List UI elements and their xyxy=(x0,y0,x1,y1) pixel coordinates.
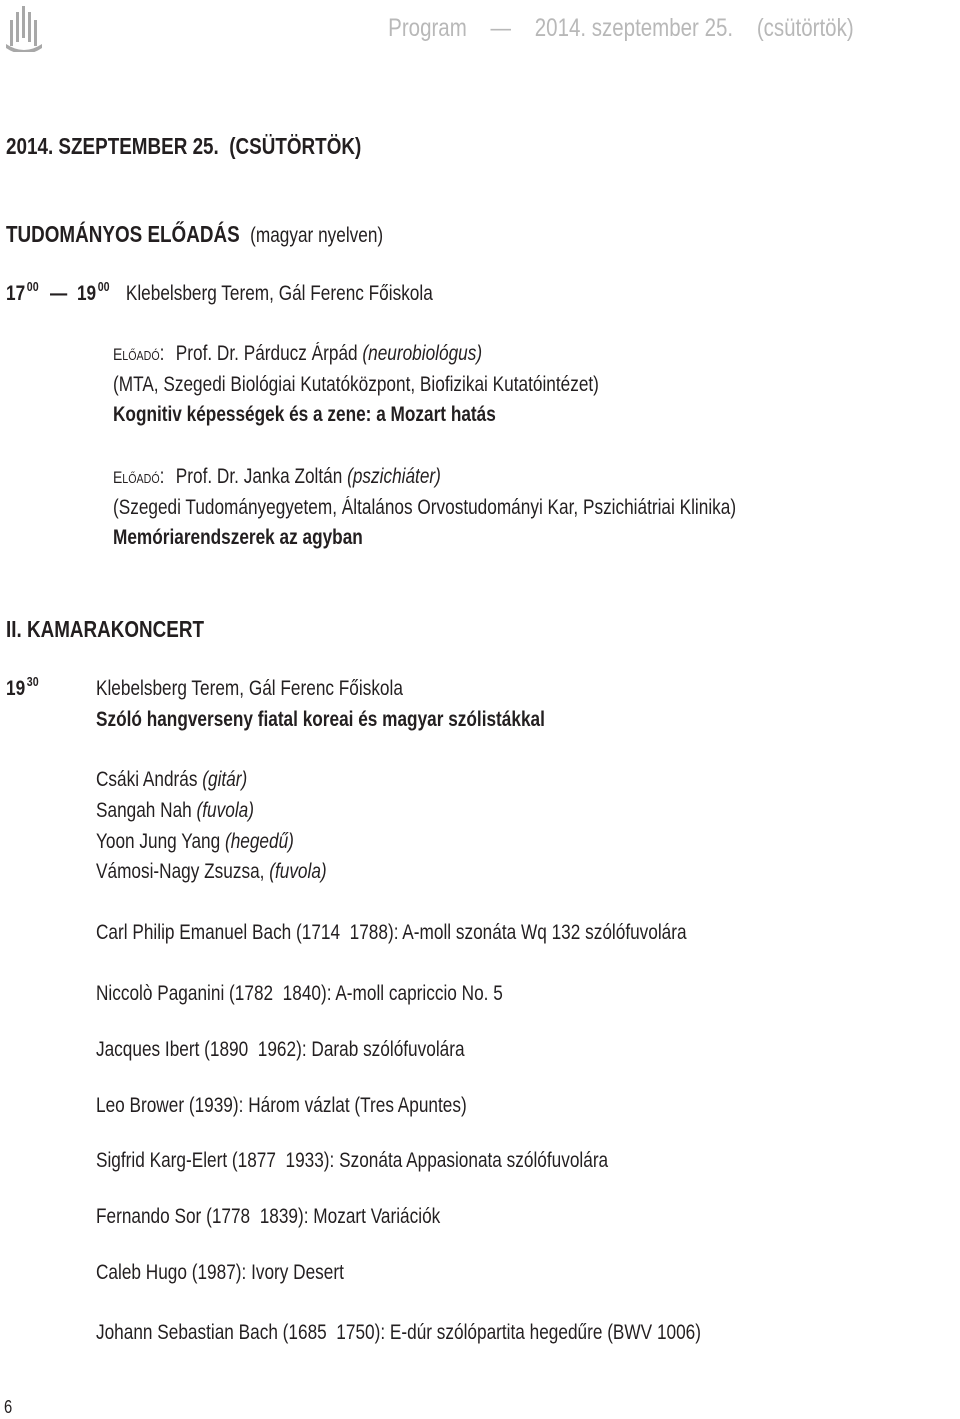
speaker-1-role: (neurobiológus) xyxy=(362,342,483,365)
logo-mark xyxy=(4,4,44,52)
speaker-2-name: Prof. Dr. Janka Zoltán xyxy=(175,465,343,488)
concert-venue: Klebelsberg Terem, Gál Ferenc Főiskola xyxy=(96,677,403,700)
lecture-language: (magyar nyelven) xyxy=(250,224,384,247)
program-piece: Carl Philip Emanuel Bach (1714 1788): A-moll szonáta Wq 132 szólófuvolára xyxy=(96,921,687,944)
header-weekday: (csütörtök) xyxy=(757,14,854,42)
program-piece: Leo Brower (1939): Három vázlat (Tres Apuntes) xyxy=(96,1094,467,1117)
program-piece: Fernando Sor (1778 1839): Mozart Variációk xyxy=(96,1205,441,1228)
day-title: 2014. SZEPTEMBER 25. (CSÜTÖRTÖK) xyxy=(6,133,362,159)
performer-item: Csáki András (gitár) xyxy=(96,768,248,791)
program-piece: Sigfrid Karg-Elert (1877 1933): Szonáta Appasionata szólófuvolára xyxy=(96,1149,609,1172)
speaker-1-line: ELŐADÓ: Prof. Dr. Párducz Árpád (neurobiológus) xyxy=(113,342,483,365)
lecture-title: TUDOMÁNYOS ELŐADÁS xyxy=(6,221,240,247)
performer-item: Vámosi-Nagy Zsuzsa, (fuvola) xyxy=(96,860,327,883)
speaker-2-role: (pszichiáter) xyxy=(347,465,441,488)
header-section: Program xyxy=(388,14,468,42)
lecture-time: 17 $^{00}$ — 19 $^{00}$ Klebelsberg Terem, Gál Ferenc Főiskola xyxy=(6,279,433,305)
header-dash: — xyxy=(490,14,512,42)
lecture-venue: Klebelsberg Terem, Gál Ferenc Főiskola xyxy=(125,282,433,305)
program-piece: Niccolò Paganini (1782 1840): A-moll capriccio No. 5 xyxy=(96,982,503,1005)
concert-subtitle: Szóló hangverseny fiatal koreai és magyar szólistákkal xyxy=(96,708,545,731)
concert-heading: II. KAMARAKONCERT xyxy=(6,616,205,642)
performer-item: Yoon Jung Yang (hegedű) xyxy=(96,830,294,853)
speaker-1-talk-title: Kognitiv képességek és a zene: a Mozart hatás xyxy=(113,403,496,426)
concert-time: 19 $^{30}$ xyxy=(6,674,39,700)
speaker-2-affiliation: (Szegedi Tudományegyetem, Általános Orvostudományi Kar, Pszichiátriai Klinika) xyxy=(113,496,737,519)
speaker-2-line: ELŐADÓ: Prof. Dr. Janka Zoltán (pszichiáter) xyxy=(113,465,441,488)
program-piece: Caleb Hugo (1987): Ivory Desert xyxy=(96,1261,344,1284)
header-date: 2014. szeptember 25. xyxy=(535,14,734,42)
lecture-heading xyxy=(6,221,466,248)
program-piece: Johann Sebastian Bach (1685 1750): E-dúr szólópartita hegedűre (BWV 1006) xyxy=(96,1321,701,1344)
speaker-1-affiliation: (MTA, Szegedi Biológiai Kutatóközpont, Biofizikai Kutatóintézet) xyxy=(113,373,599,396)
program-piece: Jacques Ibert (1890 1962): Darab szólófuvolára xyxy=(96,1038,465,1061)
speaker-2-talk-title: Memóriarendszerek az agyban xyxy=(113,526,363,549)
performer-item: Sangah Nah (fuvola) xyxy=(96,799,254,822)
speaker-1-name: Prof. Dr. Párducz Árpád xyxy=(175,342,358,365)
page-number: 6 xyxy=(4,1397,13,1417)
running-header xyxy=(389,14,854,43)
